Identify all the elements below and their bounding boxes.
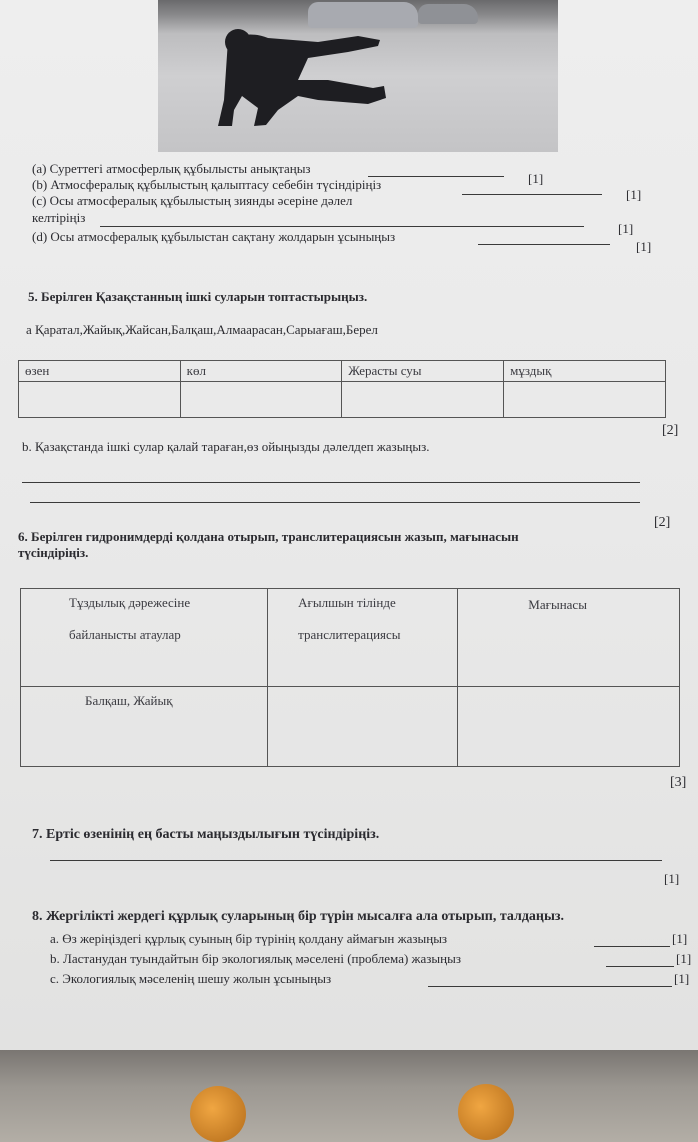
- q5-b-mark: [2]: [654, 515, 671, 530]
- icy-street-photo: [158, 0, 558, 152]
- q5-header-lake: көл: [180, 361, 342, 382]
- q4-a-answer-line[interactable]: [368, 176, 504, 177]
- q8-title: 8. Жергілікті жердегі құрлық суларының бір түрін мысалға ала отырып, талдаңыз.: [32, 909, 565, 924]
- q4-part-d: (d) Осы атмосфералық құбылыстан сақтану жолдарын ұсыныңыз: [32, 229, 396, 244]
- q4-d-answer-line[interactable]: [478, 244, 610, 245]
- q4-part-a: (a) Суреттегі атмосферлық құбылысты анықтаңыз: [32, 161, 311, 176]
- q5-part-b: b. Қазақстанда ішкі сулар қалай тараған,өз ойыңызды дәлелдеп жазыңыз.: [22, 439, 430, 454]
- q4-a-mark: [1]: [528, 171, 544, 186]
- q4-b-mark: [1]: [626, 187, 642, 202]
- q5-answer-cell-lake[interactable]: [180, 382, 342, 418]
- q4-part-c-cont: келтіріңіз: [32, 210, 86, 225]
- q6-answer-cell-transliteration[interactable]: [268, 687, 458, 767]
- q7-answer-line[interactable]: [50, 860, 662, 861]
- q5-header-groundwater: Жерасты суы: [342, 361, 504, 382]
- q5-b-answer-line-1[interactable]: [22, 482, 640, 483]
- q6-row-names: Балқаш, Жайық: [21, 687, 268, 767]
- q5-header-glacier: мұздық: [504, 361, 666, 382]
- q5-answer-cell-groundwater[interactable]: [342, 382, 504, 418]
- q4-d-mark: [1]: [636, 239, 652, 254]
- q4-part-b: (b) Атмосфералық құбылыстың қалыптасу себебін түсіндіріңіз: [32, 177, 382, 192]
- q6-mark: [3]: [670, 775, 687, 790]
- q5-b-answer-line-2[interactable]: [30, 502, 640, 503]
- q7-title: 7. Ертіс өзенінің ең басты маңыздылығын түсіндіріңіз.: [32, 827, 380, 842]
- q8-part-c: с. Экологиялық мәселенің шешу жолын ұсыныңыз: [50, 971, 332, 986]
- q6-answer-cell-meaning[interactable]: [458, 687, 680, 767]
- q8-part-a: а. Өз жеріңіздегі құрлық суының бір түрінің қолдану аймағын жазыңыз: [50, 931, 448, 946]
- q5-header-river: өзен: [19, 361, 181, 382]
- q5-title: 5. Берілген Қазақстанның ішкі суларын топтастырыңыз.: [28, 289, 368, 304]
- q4-b-answer-line[interactable]: [462, 194, 602, 195]
- q5-table-mark: [2]: [662, 423, 679, 438]
- q6-title-cont: түсіндіріңіз.: [18, 545, 89, 560]
- q5-classification-table: [18, 360, 666, 418]
- q6-title: 6. Берілген гидронимдерді қолдана отырып, транслитерациясын жазып, мағынасын: [18, 529, 519, 544]
- q5-answer-cell-river[interactable]: [19, 382, 181, 418]
- q5-answer-cell-glacier[interactable]: [504, 382, 666, 418]
- q7-mark: [1]: [664, 871, 680, 886]
- q6-header-salinity-names: Тұздылық дәрежесіне байланысты атаулар: [21, 589, 268, 687]
- q8-b-mark: [1]: [676, 951, 692, 966]
- q8-b-answer-line[interactable]: [606, 966, 674, 967]
- q4-c-mark: [1]: [618, 221, 634, 236]
- q8-a-mark: [1]: [672, 931, 688, 946]
- slipping-person-image: [158, 0, 558, 152]
- q6-header-meaning: Мағынасы: [458, 589, 680, 687]
- q4-part-c: (c) Осы атмосфералық құбылыстың зиянды әсеріне дәлел: [32, 193, 353, 208]
- decorative-circle-shape: [190, 1086, 246, 1142]
- q8-part-b: b. Ластанудан туындайтын бір экологиялық мәселені (проблема) жазыңыз: [50, 951, 461, 966]
- q4-c-answer-line[interactable]: [100, 226, 584, 227]
- q5-list: а Қаратал,Жайық,Жайсан,Балқаш,Алмаарасан,Сарыағаш,Берел: [26, 322, 378, 337]
- q8-a-answer-line[interactable]: [594, 946, 670, 947]
- q8-c-mark: [1]: [674, 971, 690, 986]
- q8-c-answer-line[interactable]: [428, 986, 672, 987]
- q6-hydronym-table: [20, 588, 680, 767]
- decorative-circle-shape: [458, 1084, 514, 1140]
- q6-header-transliteration: Ағылшын тілінде транслитерациясы: [268, 589, 458, 687]
- table-surface: [0, 1050, 698, 1142]
